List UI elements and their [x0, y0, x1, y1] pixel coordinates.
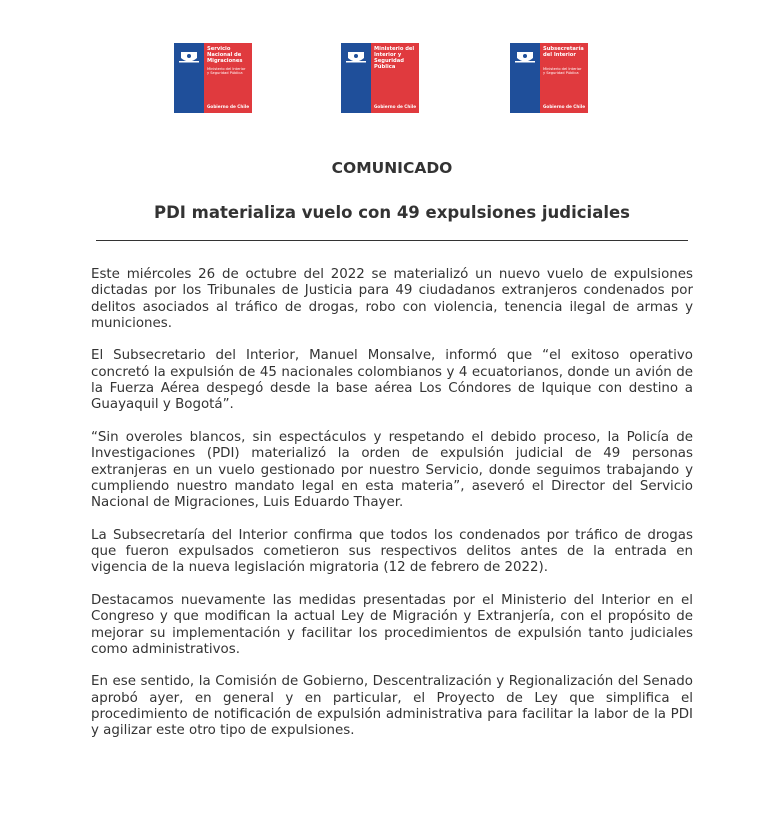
document-body	[91, 267, 693, 756]
logo-name: Subsecretaría del Interior	[543, 46, 584, 58]
logo-ministerio-interior	[341, 43, 419, 113]
paragraph: “Sin overoles blancos, sin espectáculos y respetando el debido proceso, la Policía de Investigaciones (PDI) materializó la orden de expulsión judicial de 49 personas extranjeras en un vuelo gestionado por nuestro Servicio, donde seguimos trabajando y cumpliendo nuestro mandato legal en esta materia”, aseveró el Director del Servicio Nacional de Migraciones, Luis Eduardo Thayer.	[91, 429, 693, 511]
logo-subtitle: Ministerio del Interior y Seguridad Pública	[543, 67, 582, 76]
logo-servicio-migraciones	[174, 43, 252, 113]
paragraph: Destacamos nuevamente las medidas presentadas por el Ministerio del Interior en el Congreso y que modifican la actual Ley de Migración y Extranjería, con el propósito de mejorar su implementación y facilitar los procedimientos de expulsión tanto judiciales como administrativos.	[91, 592, 693, 657]
logo-name: Ministerio del Interior y Seguridad Pública	[374, 46, 415, 70]
document-label: COMUNICADO	[331, 159, 453, 177]
logo-gobierno: Gobierno de Chile	[374, 104, 417, 109]
logo-name: Servicio Nacional de Migraciones	[207, 46, 243, 64]
coat-of-arms-icon	[178, 49, 200, 65]
paragraph: En ese sentido, la Comisión de Gobierno, Descentralización y Regionalización del Senado aprobó ayer, en general y en particular, el Proyecto de Ley que simplifica el procedimiento de notificación de expulsión administrativa para facilitar la labor de la PDI y agilizar este otro tipo de expulsiones.	[91, 674, 693, 739]
paragraph: Este miércoles 26 de octubre del 2022 se materializó un nuevo vuelo de expulsiones dictadas por los Tribunales de Justicia para 49 ciudadanos extranjeros condenados por delitos asociados al tráfico de drogas, robo con violencia, tenencia ilegal de armas y municiones.	[91, 267, 693, 331]
document-title: PDI materializa vuelo con 49 expulsiones judiciales	[153, 203, 630, 222]
logo-gobierno: Gobierno de Chile	[207, 104, 250, 109]
paragraph: La Subsecretaría del Interior confirma que todos los condenados por tráfico de drogas que fueron expulsados cometieron sus respectivos delitos antes de la entrada en vigencia de la nueva legislación migratoria (12 de febrero de 2022).	[91, 527, 693, 576]
title-divider	[96, 240, 688, 241]
logo-row	[0, 43, 784, 113]
coat-of-arms-icon	[345, 49, 367, 65]
logo-subsecretaria-interior	[510, 43, 588, 113]
logo-subtitle: Ministerio del Interior y Seguridad Pública	[207, 67, 246, 76]
coat-of-arms-icon	[514, 49, 536, 65]
logo-gobierno: Gobierno de Chile	[543, 104, 586, 109]
paragraph: El Subsecretario del Interior, Manuel Monsalve, informó que “el exitoso operativo concretó la expulsión de 45 nacionales colombianos y 4 ecuatorianos, donde un avión de la Fuerza Aérea despegó desde la base aérea Los Cóndores de Iquique con destino a Guayaquil y Bogotá”.	[91, 348, 693, 413]
